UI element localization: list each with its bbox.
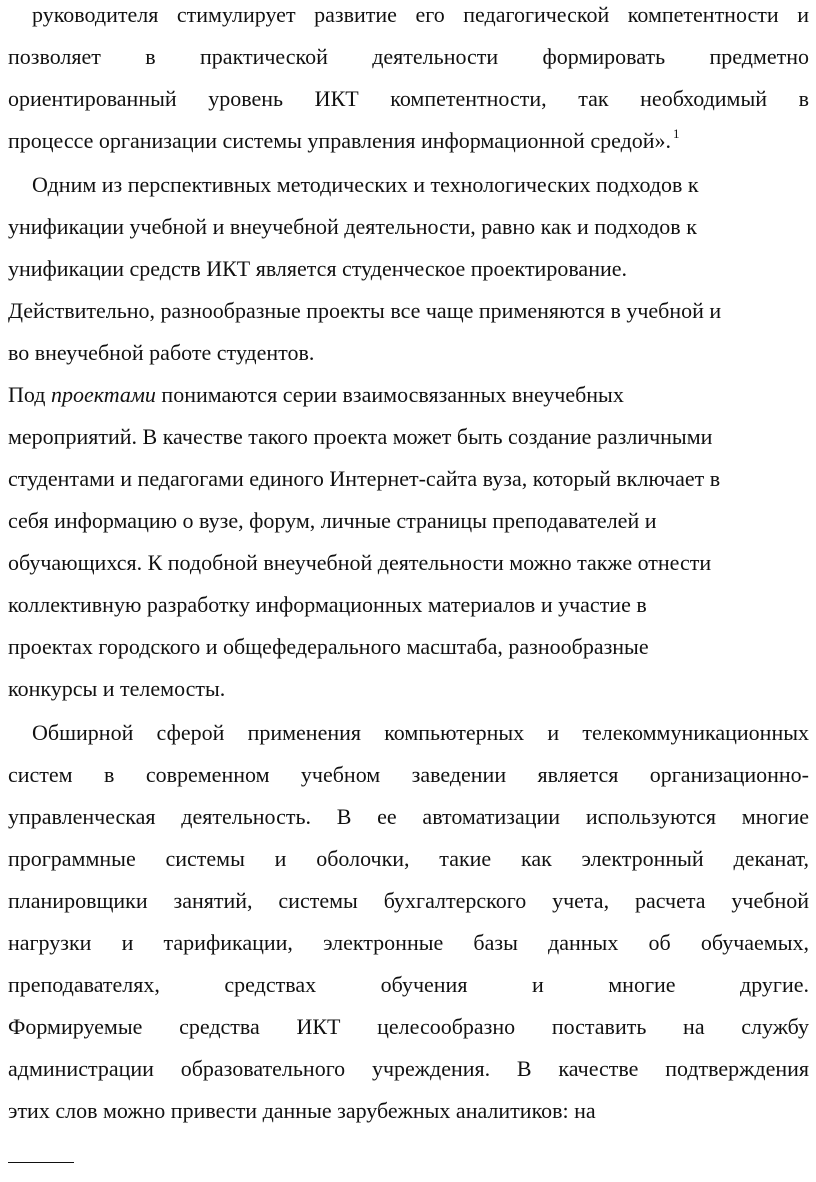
paragraph-4-line-1: Обширной сферой применения компьютерных и телекоммуникационных (32, 720, 809, 745)
paragraph-4-line-10: этих слов можно привести данные зарубежных аналитиков: на (8, 1098, 596, 1123)
paragraph-3-line-4: себя информацию о вузе, форум, личные страницы преподавателей и (8, 508, 657, 533)
paragraph-4-line-9: администрации образовательного учреждения. В качестве подтверждения (8, 1056, 809, 1081)
paragraph-2-line-1: Одним из перспективных методических и технологических подходов к (32, 172, 699, 197)
paragraph-4-line-4: программные системы и оболочки, такие как электронный деканат, (8, 846, 809, 871)
paragraph-3-line-1-after: понимаются серии взаимосвязанных внеучебных (155, 382, 624, 407)
paragraph-1-line-1: руководителя стимулирует развитие его педагогической компетентности и (32, 2, 809, 27)
footnote-reference[interactable]: 1 (673, 126, 680, 141)
paragraph-1-line-4-text: процессе организации системы управления информационной средой». (8, 128, 672, 153)
paragraph-4-line-8: Формируемые средства ИКТ целесообразно поставить на службу (8, 1014, 809, 1039)
paragraph-1-line-3: ориентированный уровень ИКТ компетентности, так необходимый в (8, 86, 809, 111)
paragraph-3-line-1-before: Под (8, 382, 51, 407)
paragraph-3-line-8: конкурсы и телемосты. (8, 676, 226, 701)
paragraph-3-line-1 (8, 374, 809, 416)
paragraph-3-line-6: коллективную разработку информационных материалов и участие в (8, 592, 647, 617)
paragraph-4-line-3: управленческая деятельность. В ее автоматизации используются многие (8, 804, 809, 829)
paragraph-4-line-6: нагрузки и тарификации, электронные базы данных об обучаемых, (8, 930, 809, 955)
paragraph-2-line-3: унификации средств ИКТ является студенческое проектирование. (8, 256, 628, 281)
paragraph-1-line-4 (8, 120, 809, 162)
paragraph-4-line-5: планировщики занятий, системы бухгалтерского учета, расчета учебной (8, 888, 809, 913)
paragraph-2-line-4: Действительно, разнообразные проекты все чаще применяются в учебной и (8, 298, 722, 323)
footnote-separator (8, 1162, 74, 1163)
paragraph-3-line-5: обучающихся. К подобной внеучебной деятельности можно также отнести (8, 550, 712, 575)
paragraph-2-line-5: во внеучебной работе студентов. (8, 340, 315, 365)
paragraph-4-line-2: систем в современном учебном заведении является организационно- (8, 762, 809, 787)
paragraph-1-line-2: позволяет в практической деятельности формировать предметно (8, 44, 809, 69)
paragraph-4-line-7: преподавателях, средствах обучения и многие другие. (8, 972, 809, 997)
paragraph-2-line-2: унификации учебной и внеучебной деятельности, равно как и подходов к (8, 214, 697, 239)
paragraph-3-line-7: проектах городского и общефедерального масштаба, разнообразные (8, 634, 649, 659)
emphasized-term: проектами (50, 382, 156, 407)
paragraph-3-line-3: студентами и педагогами единого Интернет-сайта вуза, который включает в (8, 466, 721, 491)
paragraph-3-line-2: мероприятий. В качестве такого проекта может быть создание различными (8, 424, 713, 449)
